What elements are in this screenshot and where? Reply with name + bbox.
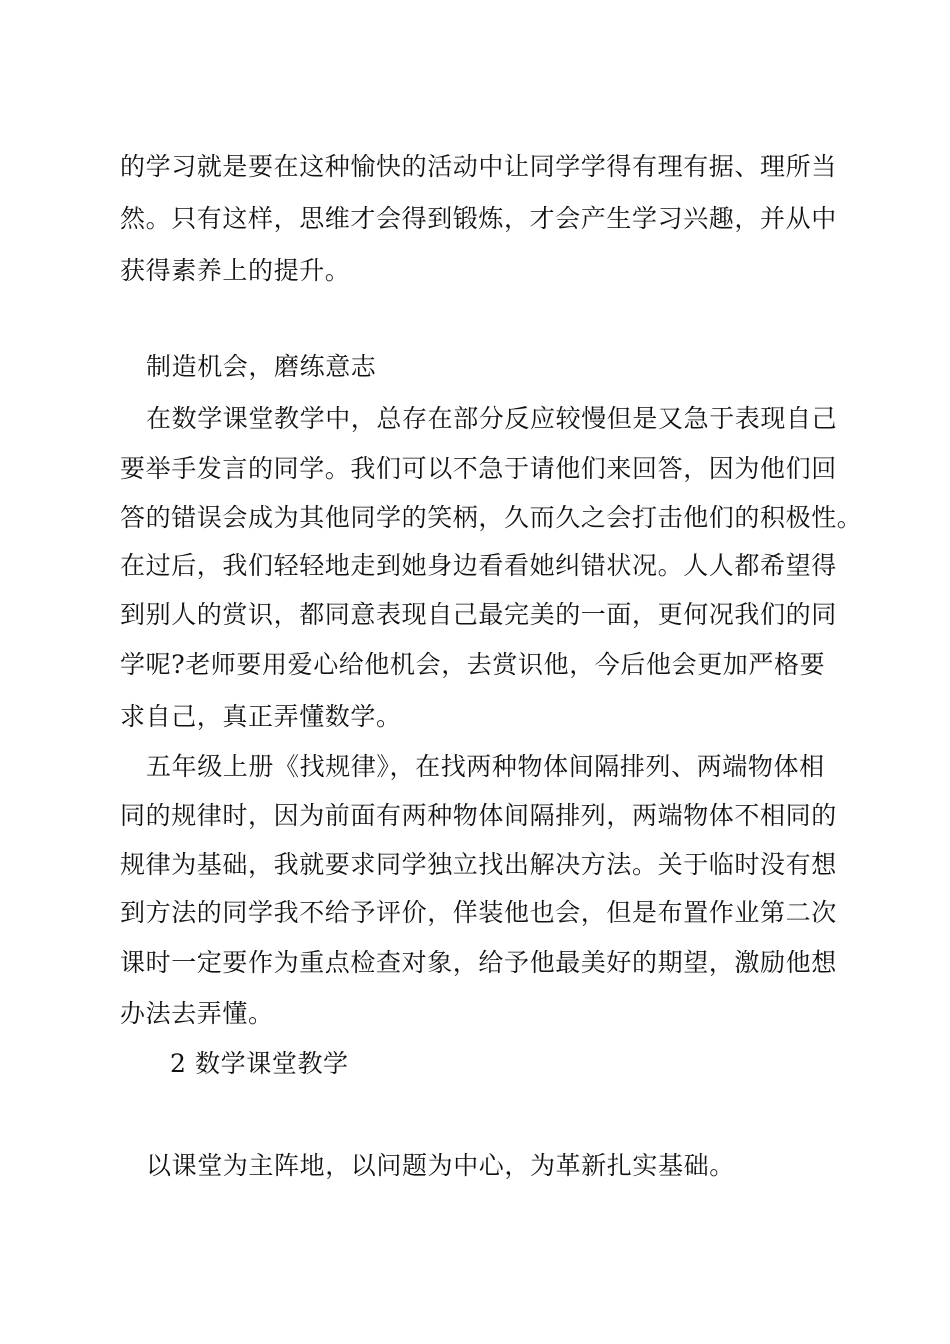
paragraph-line: 办法去弄懂。 [120,999,274,1028]
paragraph-line: 五年级上册《找规律》，在找两种物体间隔排列、两端物体相 [146,752,825,781]
paragraph-line: 同的规律时，因为前面有两种物体间隔排列，两端物体不相同的 [120,801,837,830]
paragraph-line: 以课堂为主阵地，以问题为中心，为革新扎实基础。 [146,1151,735,1180]
paragraph-line: 然。只有这样，思维才会得到锻炼，才会产生学习兴趣，并从中 [120,204,837,233]
paragraph-line: 到方法的同学我不给予评价，佯装他也会，但是布置作业第二次 [120,898,837,927]
section-heading: 2 数学课堂教学 [170,1049,349,1078]
paragraph-line: 的学习就是要在这种愉快的活动中让同学学得有理有据、理所当 [120,152,837,181]
paragraph-line: 要举手发言的同学。我们可以不急于请他们来回答，因为他们回 [120,454,837,483]
section-heading: 制造机会，磨练意志 [146,352,377,381]
paragraph-line: 学呢?老师要用爱心给他机会，去赏识他，今后他会更加严格要 [120,650,826,679]
paragraph-line: 在数学课堂教学中，总存在部分反应较慢但是又急于表现自己 [146,404,838,433]
paragraph-line: 课时一定要作为重点检查对象，给予他最美好的期望，激励他想 [120,948,837,977]
paragraph-line: 获得素养上的提升。 [120,256,351,285]
paragraph-line: 到别人的赏识，都同意表现自己最完美的一面，更何况我们的同 [120,600,837,629]
paragraph-line: 在过后，我们轻轻地走到她身边看看她纠错状况。人人都希望得 [120,551,837,580]
paragraph-line: 答的错误会成为其他同学的笑柄，久而久之会打击他们的积极性。 [120,503,863,532]
paragraph-line: 求自己，真正弄懂数学。 [120,702,402,731]
paragraph-line: 规律为基础，我就要求同学独立找出解决方法。关于临时没有想 [120,850,837,879]
